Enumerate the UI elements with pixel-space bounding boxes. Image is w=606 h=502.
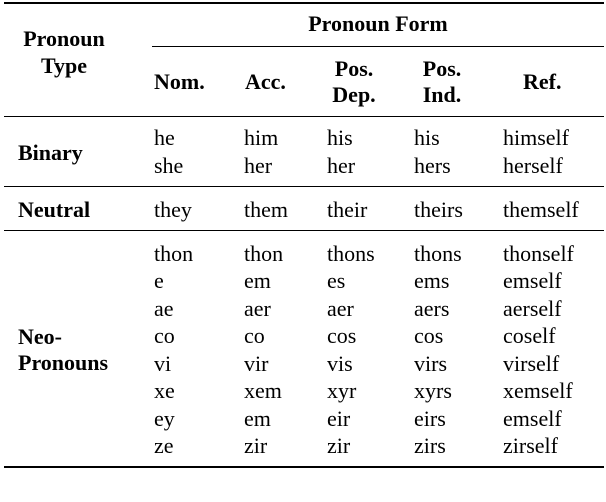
cell-pos-dep: zir bbox=[327, 433, 351, 458]
header-type-line-2: Type bbox=[40, 53, 88, 78]
cell-ref: emself bbox=[503, 406, 562, 431]
column-header-pos-ind-line-1: Pos. bbox=[422, 56, 462, 81]
cell-acc: vir bbox=[244, 351, 269, 376]
cell-ref: zirself bbox=[503, 433, 558, 458]
cell-acc: him bbox=[244, 125, 279, 150]
cell-acc: co bbox=[244, 323, 265, 348]
cell-nom: xe bbox=[154, 378, 175, 403]
header-rule bbox=[4, 116, 604, 117]
cell-nom: e bbox=[154, 268, 164, 293]
cell-pos-ind: hers bbox=[414, 153, 451, 178]
group-label-neo-line-1: Neo- bbox=[18, 324, 62, 349]
cell-ref: themself bbox=[503, 197, 579, 222]
cell-pos-ind: thons bbox=[414, 241, 462, 266]
cell-acc: aer bbox=[244, 296, 271, 321]
cell-acc: xem bbox=[244, 378, 282, 403]
cell-nom: she bbox=[154, 153, 184, 178]
cell-acc: em bbox=[244, 268, 271, 293]
cell-pos-ind: xyrs bbox=[414, 378, 452, 403]
cell-nom: ey bbox=[154, 406, 175, 431]
cell-pos-dep: xyr bbox=[327, 378, 357, 403]
header-group-rule bbox=[152, 46, 604, 47]
cell-acc: em bbox=[244, 406, 271, 431]
bottom-rule bbox=[4, 466, 604, 468]
cell-ref: herself bbox=[503, 153, 563, 178]
cell-pos-dep: es bbox=[327, 268, 346, 293]
cell-nom: ze bbox=[154, 433, 174, 458]
cell-nom: they bbox=[154, 197, 192, 222]
column-header-pos-dep-line-2: Dep. bbox=[332, 82, 376, 107]
group-label-neutral: Neutral bbox=[18, 197, 91, 222]
cell-pos-ind: virs bbox=[414, 351, 447, 376]
cell-pos-ind: ems bbox=[414, 268, 450, 293]
cell-pos-dep: aer bbox=[327, 296, 354, 321]
cell-pos-ind: cos bbox=[414, 323, 444, 348]
group-label-binary: Binary bbox=[18, 140, 83, 165]
cell-pos-dep: cos bbox=[327, 323, 357, 348]
cell-nom: vi bbox=[154, 351, 172, 376]
cell-pos-dep: their bbox=[327, 197, 368, 222]
cell-ref: emself bbox=[503, 268, 562, 293]
cell-pos-ind: eirs bbox=[414, 406, 446, 431]
header-type-line-1: Pronoun bbox=[23, 26, 105, 51]
cell-pos-ind: zirs bbox=[414, 433, 446, 458]
cell-ref: thonself bbox=[503, 241, 574, 266]
cell-acc: zir bbox=[244, 433, 268, 458]
cell-pos-dep: his bbox=[327, 125, 353, 150]
cell-ref: xemself bbox=[503, 378, 573, 403]
cell-pos-dep: her bbox=[327, 153, 356, 178]
cell-ref: virself bbox=[503, 351, 560, 376]
group-rule bbox=[4, 230, 604, 231]
cell-ref: coself bbox=[503, 323, 556, 348]
cell-nom: thon bbox=[154, 241, 194, 266]
cell-ref: himself bbox=[503, 125, 569, 150]
cell-acc: her bbox=[244, 153, 273, 178]
top-rule bbox=[4, 2, 604, 4]
column-header-pos-dep-line-1: Pos. bbox=[334, 56, 374, 81]
column-header-pos-ind-line-2: Ind. bbox=[422, 82, 462, 107]
cell-ref: aerself bbox=[503, 296, 562, 321]
column-header-ref: Ref. bbox=[523, 69, 562, 94]
cell-pos-dep: vis bbox=[327, 351, 353, 376]
cell-nom: ae bbox=[154, 296, 174, 321]
cell-pos-ind: theirs bbox=[414, 197, 463, 222]
group-rule bbox=[4, 186, 604, 187]
cell-acc: them bbox=[244, 197, 288, 222]
cell-pos-ind: his bbox=[414, 125, 440, 150]
header-pronoun-form: Pronoun Form bbox=[308, 11, 448, 36]
cell-acc: thon bbox=[244, 241, 284, 266]
cell-nom: he bbox=[154, 125, 175, 150]
column-header-nom: Nom. bbox=[154, 69, 205, 94]
column-header-acc: Acc. bbox=[245, 69, 286, 94]
cell-pos-dep: thons bbox=[327, 241, 375, 266]
cell-pos-dep: eir bbox=[327, 406, 351, 431]
cell-pos-ind: aers bbox=[414, 296, 450, 321]
group-label-neo-line-2: Pronouns bbox=[18, 350, 109, 375]
cell-nom: co bbox=[154, 323, 175, 348]
